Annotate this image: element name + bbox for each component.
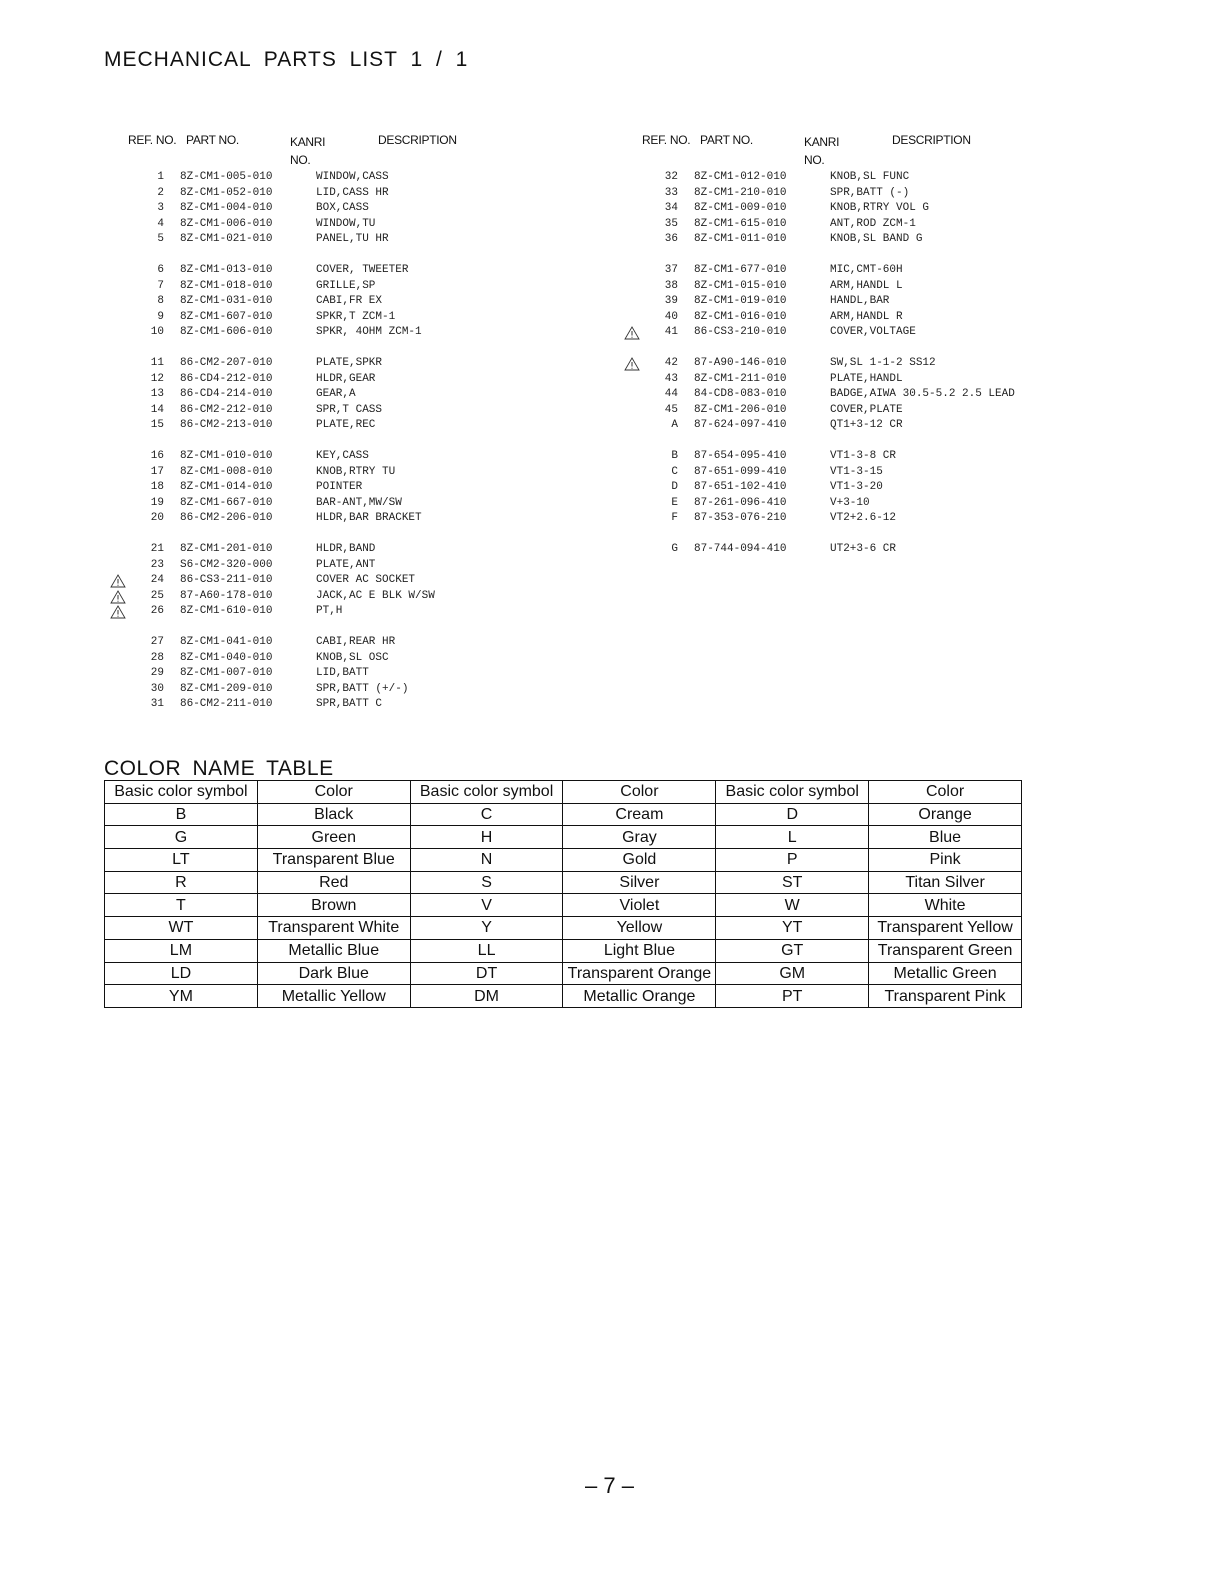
table-row [105, 962, 1022, 985]
color-name-cell: Dark Blue [257, 962, 410, 985]
color-name-cell: Titan Silver [869, 871, 1022, 894]
ref-no: 5 [157, 233, 164, 245]
ref-no: D [671, 481, 678, 493]
color-name-cell: Transparent Blue [257, 849, 410, 872]
part-no: 8Z-CM1-610-010 [180, 605, 273, 617]
table-row [105, 826, 1022, 849]
part-no: 8Z-CM1-007-010 [180, 667, 273, 679]
description: SW,SL 1-1-2 SS12 [830, 357, 936, 369]
ref-no: 21 [150, 543, 164, 555]
color-symbol-cell: ST [716, 871, 869, 894]
part-no: 8Z-CM1-209-010 [180, 682, 273, 695]
part-no: 8Z-CM1-607-010 [180, 310, 273, 323]
ref-no: F [671, 512, 678, 524]
part-no: 87-744-094-410 [694, 543, 787, 555]
description: PLATE,HANDL [830, 372, 903, 385]
part-no: 8Z-CM1-210-010 [694, 186, 787, 199]
part-no: 86-CD4-214-010 [180, 388, 273, 400]
header-kanri-line2: NO. [804, 153, 825, 167]
ref-no: C [671, 465, 678, 478]
ref-no: 9 [157, 310, 164, 323]
part-no: 8Z-CM1-615-010 [694, 217, 787, 230]
page-number: – 7 – [585, 1473, 634, 1498]
ref-no: 27 [150, 636, 164, 648]
ref-no: 16 [150, 450, 164, 462]
description: KNOB,RTRY VOL G [830, 202, 930, 214]
part-no: 8Z-CM1-667-010 [180, 496, 273, 509]
ref-no: 3 [157, 202, 164, 214]
part-no: 87-654-095-410 [694, 450, 787, 462]
color-name-table [104, 780, 1022, 1008]
ref-no: 40 [664, 310, 678, 323]
part-no: 8Z-CM1-015-010 [694, 279, 787, 292]
description: PLATE,REC [316, 419, 376, 431]
table-row [105, 894, 1022, 917]
color-symbol-cell: DT [410, 962, 563, 985]
color-symbol-cell: V [410, 894, 563, 917]
color-name-cell: Orange [869, 803, 1022, 826]
description: HLDR,BAND [316, 543, 376, 555]
description: GRILLE,SP [316, 279, 376, 292]
description: POINTER [316, 481, 363, 493]
description: COVER AC SOCKET [316, 574, 416, 586]
color-name-cell: Color [869, 781, 1022, 804]
header-kanri-line2: NO. [290, 153, 311, 167]
ref-no: 34 [664, 202, 678, 214]
description: WINDOW,CASS [316, 171, 389, 183]
description: VT2+2.6-12 [830, 512, 897, 524]
color-table-title: COLOR NAME TABLE [104, 757, 334, 780]
header-kanri-line1: KANRI [290, 135, 326, 149]
color-name-cell: Gray [563, 826, 716, 849]
part-no: 8Z-CM1-201-010 [180, 543, 273, 555]
table-row [105, 985, 1022, 1008]
part-no: 8Z-CM1-021-010 [180, 233, 273, 245]
color-symbol-cell: H [410, 826, 563, 849]
description: LID,CASS HR [316, 186, 389, 199]
color-name-cell: Color [563, 781, 716, 804]
color-symbol-cell: C [410, 803, 563, 826]
part-no: 8Z-CM1-211-010 [694, 372, 787, 385]
color-symbol-cell: Basic color symbol [105, 781, 258, 804]
color-symbol-cell: Basic color symbol [716, 781, 869, 804]
description: SPR,BATT (+/-) [316, 682, 409, 695]
ref-no: 2 [157, 186, 164, 199]
description: VT1-3-20 [830, 481, 883, 493]
part-no: 86-CM2-207-010 [180, 357, 273, 369]
header-ref-no: REF. NO. [128, 133, 177, 147]
ref-no: 42 [664, 357, 678, 369]
color-symbol-cell: Y [410, 917, 563, 940]
color-symbol-cell: YM [105, 985, 258, 1008]
color-symbol-cell: B [105, 803, 258, 826]
color-symbol-cell: T [105, 894, 258, 917]
description: KNOB,SL OSC [316, 651, 389, 664]
description: HANDL,BAR [830, 295, 890, 307]
description: SPR,BATT C [316, 698, 383, 710]
part-no: 87-261-096-410 [694, 496, 787, 509]
ref-no: 4 [157, 217, 164, 230]
description: ANT,ROD ZCM-1 [830, 217, 916, 230]
color-symbol-cell: DM [410, 985, 563, 1008]
header-kanri-line1: KANRI [804, 135, 840, 149]
description: CABI,REAR HR [316, 636, 396, 648]
part-no: 8Z-CM1-011-010 [694, 233, 787, 245]
part-no: 8Z-CM1-008-010 [180, 465, 273, 478]
part-no: 8Z-CM1-677-010 [694, 264, 787, 276]
description: BAR-ANT,MW/SW [316, 496, 402, 509]
header-ref-no: REF. NO. [642, 133, 691, 147]
ref-no: 31 [150, 698, 164, 710]
ref-no: 39 [664, 295, 678, 307]
ref-no: A [671, 419, 678, 431]
ref-no: 26 [150, 605, 164, 617]
description: SPR,BATT (-) [830, 186, 910, 199]
ref-no: 1 [157, 171, 164, 183]
description: KNOB,SL FUNC [830, 171, 910, 183]
part-no: 8Z-CM1-013-010 [180, 264, 273, 276]
part-no: 87-353-076-210 [694, 512, 787, 524]
page-title: MECHANICAL PARTS LIST 1 / 1 [104, 48, 469, 71]
color-name-cell: Transparent Yellow [869, 917, 1022, 940]
color-table-header-row [105, 781, 1022, 804]
ref-no: 32 [664, 171, 678, 183]
part-no: 8Z-CM1-018-010 [180, 279, 273, 292]
ref-no: 10 [150, 326, 164, 338]
ref-no: 11 [150, 357, 164, 369]
header-part-no: PART NO. [700, 133, 753, 147]
header-kanri [804, 133, 839, 169]
color-name-cell: Pink [869, 849, 1022, 872]
ref-no: 44 [664, 388, 678, 400]
description: COVER, TWEETER [316, 264, 409, 276]
ref-no: 37 [664, 264, 678, 276]
color-name-cell: Yellow [563, 917, 716, 940]
ref-no: 28 [150, 651, 164, 664]
ref-no: 12 [150, 372, 164, 385]
description: COVER,PLATE [830, 403, 903, 416]
ref-no: 41 [664, 326, 678, 338]
header-part-no: PART NO. [186, 133, 239, 147]
description: VT1-3-8 CR [830, 450, 897, 462]
color-name-cell: Cream [563, 803, 716, 826]
description: SPKR, 4OHM ZCM-1 [316, 326, 422, 338]
part-no: 8Z-CM1-206-010 [694, 403, 787, 416]
color-symbol-cell: LL [410, 939, 563, 962]
part-no: 87-651-102-410 [694, 481, 787, 493]
description: BOX,CASS [316, 202, 369, 214]
description: MIC,CMT-60H [830, 264, 903, 276]
color-name-cell: Brown [257, 894, 410, 917]
part-no: 86-CM2-211-010 [180, 698, 273, 710]
color-name-cell: Metallic Green [869, 962, 1022, 985]
header-description: DESCRIPTION [892, 133, 971, 147]
color-name-cell: White [869, 894, 1022, 917]
ref-no: 13 [150, 388, 164, 400]
part-no: 86-CM2-206-010 [180, 512, 273, 524]
description: WINDOW,TU [316, 217, 376, 230]
description: HLDR,BAR BRACKET [316, 512, 422, 524]
color-symbol-cell: L [716, 826, 869, 849]
color-symbol-cell: W [716, 894, 869, 917]
color-symbol-cell: P [716, 849, 869, 872]
ref-no: 19 [150, 496, 164, 509]
part-no: 8Z-CM1-606-010 [180, 326, 273, 338]
color-symbol-cell: LD [105, 962, 258, 985]
part-no: 8Z-CM1-014-010 [180, 481, 273, 493]
color-symbol-cell: S [410, 871, 563, 894]
part-no: 86-CS3-211-010 [180, 574, 273, 586]
description: KNOB,SL BAND G [830, 233, 923, 245]
part-no: 8Z-CM1-006-010 [180, 217, 273, 230]
ref-no: 43 [664, 372, 678, 385]
color-name-cell: Transparent Orange [563, 962, 716, 985]
color-name-cell: Metallic Orange [563, 985, 716, 1008]
part-no: 8Z-CM1-005-010 [180, 171, 273, 183]
ref-no: 23 [150, 558, 164, 571]
ref-no: 45 [664, 403, 678, 416]
description: KNOB,RTRY TU [316, 465, 396, 478]
ref-no: B [671, 450, 678, 462]
part-no: 8Z-CM1-031-010 [180, 295, 273, 307]
part-no: 8Z-CM1-041-010 [180, 636, 273, 648]
table-row [105, 849, 1022, 872]
color-name-cell: Violet [563, 894, 716, 917]
part-no: 86-CM2-213-010 [180, 419, 273, 431]
table-row [105, 917, 1022, 940]
color-name-cell: Metallic Blue [257, 939, 410, 962]
part-no: 87-624-097-410 [694, 419, 787, 431]
description: GEAR,A [316, 388, 356, 400]
color-name-cell: Color [257, 781, 410, 804]
description: BADGE,AIWA 30.5-5.2 2.5 LEAD [830, 388, 1015, 400]
color-name-cell: Green [257, 826, 410, 849]
color-name-cell: Transparent Green [869, 939, 1022, 962]
ref-no: 30 [150, 682, 164, 695]
description: LID,BATT [316, 667, 369, 679]
part-no: 86-CD4-212-010 [180, 372, 273, 385]
part-no: 8Z-CM1-040-010 [180, 651, 273, 664]
description: QT1+3-12 CR [830, 419, 903, 431]
color-symbol-cell: R [105, 871, 258, 894]
color-name-cell: Red [257, 871, 410, 894]
header-description: DESCRIPTION [378, 133, 457, 147]
part-no: 8Z-CM1-052-010 [180, 186, 273, 199]
color-name-cell: Light Blue [563, 939, 716, 962]
ref-no: 24 [150, 574, 164, 586]
part-no: 87-A60-178-010 [180, 589, 273, 602]
part-no: S6-CM2-320-000 [180, 558, 273, 571]
color-name-cell: Blue [869, 826, 1022, 849]
description: PLATE,SPKR [316, 357, 383, 369]
color-name-cell: Silver [563, 871, 716, 894]
table-row [105, 803, 1022, 826]
description: SPKR,T ZCM-1 [316, 310, 396, 323]
description: UT2+3-6 CR [830, 543, 897, 555]
description: SPR,T CASS [316, 403, 383, 416]
description: COVER,VOLTAGE [830, 326, 916, 338]
part-no: 86-CM2-212-010 [180, 403, 273, 416]
part-no: 8Z-CM1-004-010 [180, 202, 273, 214]
color-symbol-cell: LT [105, 849, 258, 872]
color-symbol-cell: GM [716, 962, 869, 985]
ref-no: G [671, 543, 678, 555]
part-no: 84-CD8-083-010 [694, 388, 787, 400]
ref-no: 38 [664, 279, 678, 292]
part-no: 87-651-099-410 [694, 465, 787, 478]
table-row [105, 871, 1022, 894]
color-name-cell: Black [257, 803, 410, 826]
description: PANEL,TU HR [316, 233, 389, 245]
color-name-cell: Gold [563, 849, 716, 872]
color-name-cell: Transparent White [257, 917, 410, 940]
color-symbol-cell: G [105, 826, 258, 849]
ref-no: 8 [157, 295, 164, 307]
ref-no: 20 [150, 512, 164, 524]
color-symbol-cell: PT [716, 985, 869, 1008]
ref-no: 33 [664, 186, 678, 199]
color-name-cell: Metallic Yellow [257, 985, 410, 1008]
color-symbol-cell: YT [716, 917, 869, 940]
part-no: 8Z-CM1-009-010 [694, 202, 787, 214]
color-symbol-cell: LM [105, 939, 258, 962]
color-symbol-cell: D [716, 803, 869, 826]
color-name-cell: Transparent Pink [869, 985, 1022, 1008]
ref-no: 36 [664, 233, 678, 245]
description: ARM,HANDL R [830, 310, 903, 323]
ref-no: 7 [157, 279, 164, 292]
description: PLATE,ANT [316, 558, 376, 571]
description: V+3-10 [830, 496, 870, 509]
ref-no: 25 [150, 589, 164, 602]
part-no: 8Z-CM1-010-010 [180, 450, 273, 462]
description: PT,H [316, 605, 343, 617]
table-row [105, 939, 1022, 962]
ref-no: 15 [150, 419, 164, 431]
ref-no: 17 [150, 465, 164, 478]
part-no: 86-CS3-210-010 [694, 326, 787, 338]
color-symbol-cell: GT [716, 939, 869, 962]
description: JACK,AC E BLK W/SW [316, 589, 435, 602]
color-table-body [105, 781, 1022, 1008]
color-symbol-cell: WT [105, 917, 258, 940]
part-no: 87-A90-146-010 [694, 357, 787, 369]
description: ARM,HANDL L [830, 279, 903, 292]
ref-no: 6 [157, 264, 164, 276]
description: CABI,FR EX [316, 295, 383, 307]
ref-no: 14 [150, 403, 164, 416]
part-no: 8Z-CM1-016-010 [694, 310, 787, 323]
ref-no: 18 [150, 481, 164, 493]
color-symbol-cell: Basic color symbol [410, 781, 563, 804]
part-no: 8Z-CM1-012-010 [694, 171, 787, 183]
ref-no: 35 [664, 217, 678, 230]
color-symbol-cell: N [410, 849, 563, 872]
description: KEY,CASS [316, 450, 369, 462]
description: HLDR,GEAR [316, 372, 376, 385]
header-kanri [290, 133, 325, 169]
description: VT1-3-15 [830, 465, 883, 478]
ref-no: E [671, 496, 678, 509]
ref-no: 29 [150, 667, 164, 679]
part-no: 8Z-CM1-019-010 [694, 295, 787, 307]
